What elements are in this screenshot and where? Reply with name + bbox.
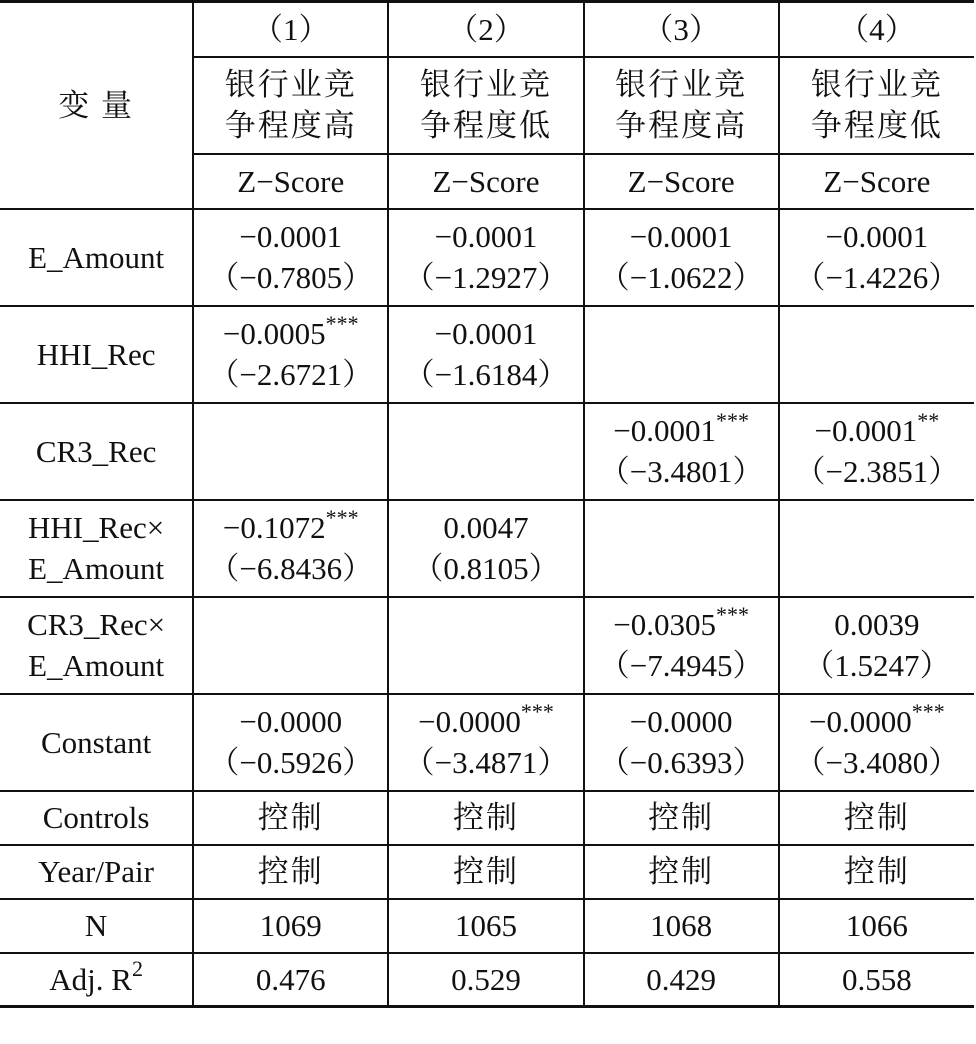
table-row	[0, 209, 974, 306]
coefficient-value	[585, 701, 778, 742]
t-statistic: （−2.3851）	[794, 454, 960, 489]
row-label: E_Amount	[0, 209, 193, 306]
coefficient-cell	[193, 306, 388, 403]
adj-r2-cell: 0.429	[584, 953, 779, 1007]
table-row	[0, 403, 974, 500]
dependent-variable-4: Z−Score	[779, 154, 974, 209]
coefficient-value	[585, 410, 778, 451]
coefficient-cell	[388, 209, 583, 306]
empty-cell	[193, 597, 388, 694]
significance-stars: ***	[716, 408, 750, 433]
coefficient-cell	[779, 403, 974, 500]
coefficient-value	[389, 216, 582, 257]
model-number-1: （1）	[193, 2, 388, 57]
row-label-line: E_Amount	[28, 551, 165, 586]
significance-stars: ***	[520, 699, 554, 724]
coefficient-value	[194, 313, 387, 354]
significance-stars: ***	[911, 699, 945, 724]
sample-label-line: 争程度低	[419, 108, 552, 143]
sample-label-line: 银行业竞	[224, 67, 357, 102]
coefficient-value	[585, 216, 778, 257]
row-label	[0, 953, 193, 1007]
coefficient: −0.0000	[418, 704, 521, 739]
sample-label-line: 争程度高	[224, 108, 357, 143]
header-row-model-numbers	[0, 2, 974, 57]
controlled-cell: 控制	[193, 845, 388, 899]
t-statistic: （−0.7805）	[208, 260, 374, 295]
significance-stars: ***	[325, 311, 359, 336]
t-statistic: （−3.4801）	[598, 454, 764, 489]
controlled-cell: 控制	[779, 791, 974, 845]
row-label-line: CR3_Rec×	[27, 607, 166, 642]
empty-cell	[388, 597, 583, 694]
coefficient: −0.0000	[809, 704, 912, 739]
sample-label-3	[584, 57, 779, 154]
adj-r2-cell: 0.529	[388, 953, 583, 1007]
coefficient: −0.0305	[613, 607, 717, 642]
significance-stars: ***	[716, 602, 750, 627]
controlled-cell: 控制	[193, 791, 388, 845]
controlled-cell: 控制	[584, 845, 779, 899]
coefficient-cell	[779, 694, 974, 791]
coefficient: −0.0005	[222, 316, 326, 351]
coefficient-value	[780, 701, 974, 742]
table-row	[0, 899, 974, 953]
controlled-cell: 控制	[388, 845, 583, 899]
table-row	[0, 953, 974, 1007]
variable-column-header: 变 量	[0, 2, 193, 209]
table-row	[0, 845, 974, 899]
empty-cell	[584, 306, 779, 403]
coefficient-value	[780, 604, 974, 645]
controlled-cell: 控制	[388, 791, 583, 845]
t-statistic: （−0.6393）	[598, 745, 764, 780]
t-statistic: （0.8105）	[412, 551, 560, 586]
t-statistic: （−2.6721）	[208, 357, 374, 392]
coefficient: −0.0001	[434, 316, 538, 351]
coefficient: 0.0039	[834, 607, 920, 642]
coefficient-value	[585, 604, 778, 645]
row-label: Constant	[0, 694, 193, 791]
adj-r2-cell: 0.476	[193, 953, 388, 1007]
coefficient: −0.0001	[239, 219, 343, 254]
coefficient: −0.0000	[239, 704, 343, 739]
observations-cell: 1066	[779, 899, 974, 953]
significance-stars: **	[917, 408, 940, 433]
t-statistic: （1.5247）	[803, 648, 951, 683]
coefficient: 0.0047	[443, 510, 529, 545]
controlled-cell: 控制	[779, 845, 974, 899]
t-statistic: （−1.2927）	[403, 260, 569, 295]
table-row	[0, 500, 974, 597]
coefficient: −0.0001	[825, 219, 929, 254]
row-label	[0, 597, 193, 694]
coefficient: −0.0000	[629, 704, 733, 739]
model-number-2: （2）	[388, 2, 583, 57]
model-number-3: （3）	[584, 2, 779, 57]
sample-label-1	[193, 57, 388, 154]
t-statistic: （−7.4945）	[598, 648, 764, 683]
coefficient-cell	[779, 209, 974, 306]
row-label-line: E_Amount	[28, 648, 165, 683]
sample-label-line: 银行业竞	[810, 67, 943, 102]
row-label-superscript: 2	[131, 955, 143, 981]
table-row	[0, 306, 974, 403]
table-body	[0, 209, 974, 1007]
row-label-line: HHI_Rec×	[27, 510, 165, 545]
row-label: HHI_Rec	[0, 306, 193, 403]
coefficient-value	[389, 701, 582, 742]
sample-label-line: 争程度低	[810, 108, 943, 143]
coefficient-cell	[779, 597, 974, 694]
row-label: Controls	[0, 791, 193, 845]
empty-cell	[779, 500, 974, 597]
coefficient-cell	[584, 694, 779, 791]
coefficient-value	[194, 216, 387, 257]
sample-label-line: 银行业竞	[419, 67, 552, 102]
coefficient-cell	[584, 209, 779, 306]
table-header	[0, 2, 974, 209]
coefficient-value	[194, 507, 387, 548]
empty-cell	[584, 500, 779, 597]
observations-cell: 1068	[584, 899, 779, 953]
table-row	[0, 694, 974, 791]
table-row	[0, 791, 974, 845]
controlled-cell: 控制	[584, 791, 779, 845]
empty-cell	[193, 403, 388, 500]
coefficient-value	[194, 701, 387, 742]
dependent-variable-3: Z−Score	[584, 154, 779, 209]
coefficient: −0.0001	[434, 219, 538, 254]
coefficient-cell	[388, 500, 583, 597]
coefficient-cell	[388, 306, 583, 403]
coefficient: −0.0001	[613, 413, 717, 448]
t-statistic: （−3.4871）	[403, 745, 569, 780]
row-label: Year/Pair	[0, 845, 193, 899]
coefficient-value	[389, 313, 582, 354]
dependent-variable-1: Z−Score	[193, 154, 388, 209]
t-statistic: （−3.4080）	[794, 745, 960, 780]
coefficient-cell	[193, 500, 388, 597]
coefficient: −0.0001	[629, 219, 733, 254]
empty-cell	[779, 306, 974, 403]
adj-r2-cell: 0.558	[779, 953, 974, 1007]
coefficient-value	[780, 216, 974, 257]
observations-cell: 1065	[388, 899, 583, 953]
t-statistic: （−6.8436）	[208, 551, 374, 586]
coefficient-cell	[193, 694, 388, 791]
coefficient: −0.1072	[222, 510, 326, 545]
model-number-4: （4）	[779, 2, 974, 57]
sample-label-2	[388, 57, 583, 154]
empty-cell	[388, 403, 583, 500]
coefficient-cell	[584, 403, 779, 500]
sample-label-4	[779, 57, 974, 154]
t-statistic: （−1.0622）	[598, 260, 764, 295]
row-label: N	[0, 899, 193, 953]
row-label-text: Adj. R	[49, 961, 132, 997]
dependent-variable-2: Z−Score	[388, 154, 583, 209]
observations-cell: 1069	[193, 899, 388, 953]
coefficient-cell	[193, 209, 388, 306]
row-label	[0, 500, 193, 597]
t-statistic: （−1.6184）	[403, 357, 569, 392]
coefficient-cell	[388, 694, 583, 791]
row-label: CR3_Rec	[0, 403, 193, 500]
coefficient-value	[780, 410, 974, 451]
t-statistic: （−0.5926）	[208, 745, 374, 780]
coefficient: −0.0001	[814, 413, 918, 448]
coefficient-cell	[584, 597, 779, 694]
coefficient-value	[389, 507, 582, 548]
sample-label-line: 争程度高	[615, 108, 748, 143]
sample-label-line: 银行业竞	[615, 67, 748, 102]
significance-stars: ***	[325, 505, 359, 530]
t-statistic: （−1.4226）	[794, 260, 960, 295]
table-row	[0, 597, 974, 694]
